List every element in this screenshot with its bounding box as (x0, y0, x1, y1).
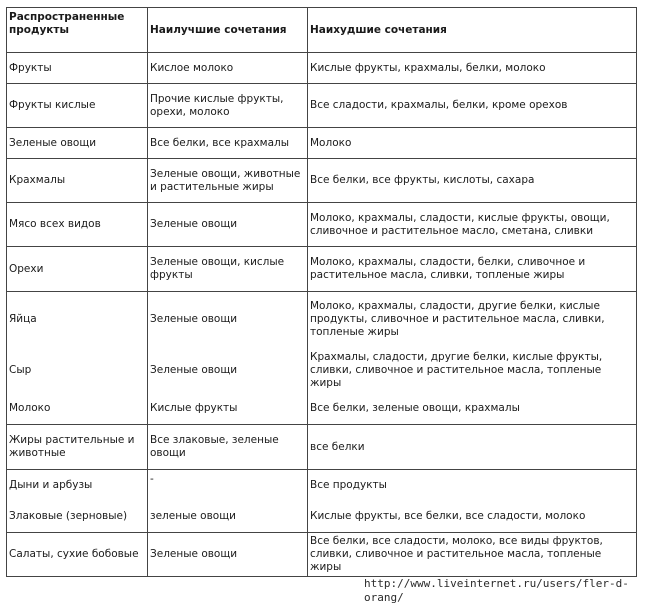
header-best: Наилучшие сочетания (148, 8, 308, 53)
table-row (7, 159, 637, 203)
cell-best: Зеленые овощи (148, 348, 308, 394)
table-row (7, 53, 637, 84)
cell-product: Мясо всех видов (7, 203, 148, 247)
cell-best: Все белки, все крахмалы (148, 128, 308, 159)
cell-worst: Все белки, все фрукты, кислоты, сахара (308, 159, 637, 203)
cell-worst: Все белки, зеленые овощи, крахмалы (308, 394, 637, 425)
cell-best: Зеленые овощи, животные и растительные жиры (148, 159, 308, 203)
cell-product: Зеленые овощи (7, 128, 148, 159)
food-combination-table (6, 7, 637, 577)
cell-product: Фрукты кислые (7, 84, 148, 128)
table-row (7, 470, 637, 501)
table-row (7, 292, 637, 348)
cell-worst: Все продукты (308, 470, 637, 501)
cell-worst: все белки (308, 425, 637, 470)
cell-product: Яйца (7, 292, 148, 348)
cell-worst: Молоко, крахмалы, сладости, белки, сливочное и растительное масла, сливки, топленые жиры (308, 247, 637, 292)
table-row (7, 203, 637, 247)
table-row (7, 533, 637, 577)
cell-best: Кислые фрукты (148, 394, 308, 425)
cell-worst: Крахмалы, сладости, другие белки, кислые фрукты, сливки, сливочное и растительное масла, топленые жиры (308, 348, 637, 394)
cell-product: Салаты, сухие бобовые (7, 533, 148, 577)
cell-worst: Молоко, крахмалы, сладости, другие белки, кислые продукты, сливочное и растительное масла, сливки, топленые жиры (308, 292, 637, 348)
table-row (7, 348, 637, 394)
cell-product: Фрукты (7, 53, 148, 84)
table-row (7, 247, 637, 292)
table-row (7, 425, 637, 470)
cell-best: Прочие кислые фрукты, орехи, молоко (148, 84, 308, 128)
cell-product: Дыни и арбузы (7, 470, 148, 501)
table-row (7, 84, 637, 128)
cell-worst: Молоко, крахмалы, сладости, кислые фрукты, овощи, сливочное и растительное масло, сметана, сливки (308, 203, 637, 247)
cell-best: Зеленые овощи (148, 292, 308, 348)
cell-product: Сыр (7, 348, 148, 394)
header-worst: Наихудшие сочетания (308, 8, 637, 53)
cell-best: - (148, 470, 308, 501)
cell-product: Жиры растительные и животные (7, 425, 148, 470)
cell-best: Зеленые овощи (148, 203, 308, 247)
cell-best: Зеленые овощи, кислые фрукты (148, 247, 308, 292)
cell-best: Кислое молоко (148, 53, 308, 84)
table-row (7, 128, 637, 159)
cell-best: зеленые овощи (148, 501, 308, 533)
table-row (7, 501, 637, 533)
cell-product: Злаковые (зерновые) (7, 501, 148, 533)
cell-worst: Молоко (308, 128, 637, 159)
cell-worst: Кислые фрукты, крахмалы, белки, молоко (308, 53, 637, 84)
source-watermark: http://www.liveinternet.ru/users/fler-d-orang/ (362, 577, 647, 605)
cell-worst: Все белки, все сладости, молоко, все виды фруктов, сливки, сливочное и растительное масла, топленые жиры (308, 533, 637, 577)
cell-product: Крахмалы (7, 159, 148, 203)
cell-best: Все злаковые, зеленые овощи (148, 425, 308, 470)
table-row (7, 394, 637, 425)
cell-product: Молоко (7, 394, 148, 425)
cell-worst: Все сладости, крахмалы, белки, кроме орехов (308, 84, 637, 128)
cell-worst: Кислые фрукты, все белки, все сладости, молоко (308, 501, 637, 533)
header-products: Распространенные продукты (7, 8, 148, 53)
table-header-row (7, 8, 637, 53)
cell-best: Зеленые овощи (148, 533, 308, 577)
cell-product: Орехи (7, 247, 148, 292)
